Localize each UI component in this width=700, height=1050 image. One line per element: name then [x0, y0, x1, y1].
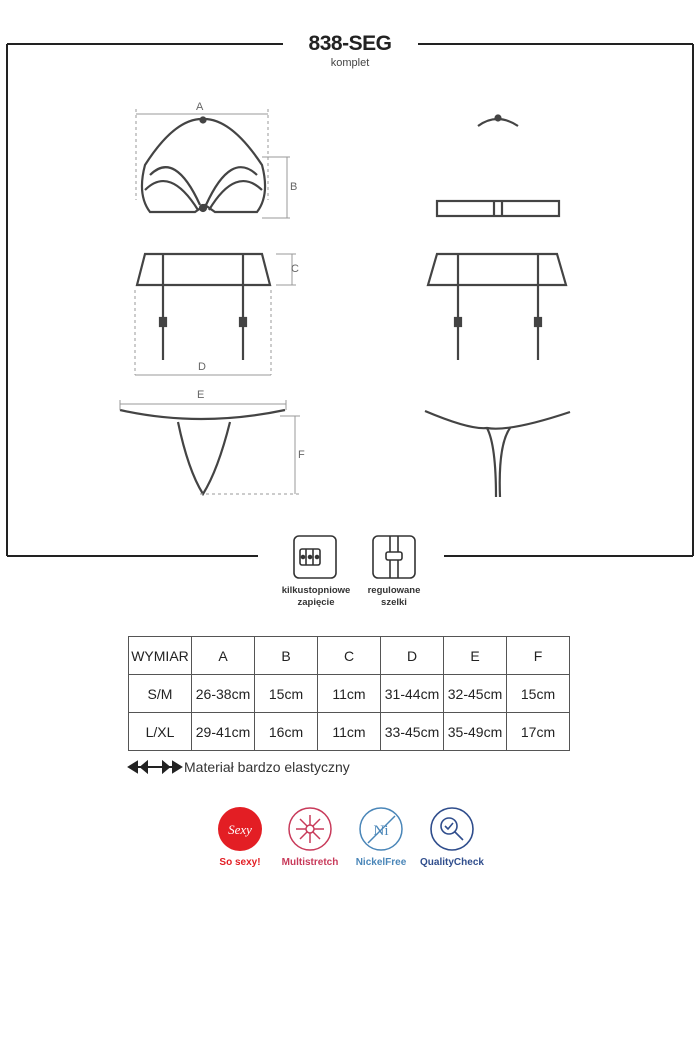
model-subtitle: komplet [330, 57, 370, 69]
table-cell: 33-45cm [381, 713, 444, 751]
table-cell: 29-41cm [192, 713, 255, 751]
table-row [129, 713, 570, 751]
model-title: 838-SEG [308, 32, 392, 55]
table-header-cell: F [507, 637, 570, 675]
table-cell: 15cm [255, 675, 318, 713]
svg-text:Ni: Ni [373, 823, 389, 839]
table-header-cell: A [192, 637, 255, 675]
elastic-arrows-icon [129, 762, 181, 772]
table-header-row [129, 637, 570, 675]
bra-front-drawing [142, 118, 265, 213]
table-cell: 26-38cm [192, 675, 255, 713]
table-cell: S/M [129, 675, 192, 713]
table-header-cell: WYMIAR [129, 637, 192, 675]
table-row [129, 675, 570, 713]
adjustable-straps-icon [373, 536, 415, 578]
thong-front-drawing [120, 410, 285, 494]
nickel-free-icon [360, 808, 402, 850]
dimension-label-c: C [291, 263, 299, 275]
table-cell: 31-44cm [381, 675, 444, 713]
quality-check-icon [431, 808, 473, 850]
multistretch-icon [289, 808, 331, 850]
garter-belt-front-drawing [137, 254, 270, 360]
table-header-cell: D [381, 637, 444, 675]
material-note: Materiał bardzo elastyczny [184, 759, 350, 775]
dimension-cd-lines [135, 254, 296, 375]
table-cell: 17cm [507, 713, 570, 751]
dimension-a-lines [136, 109, 290, 218]
table-cell: 16cm [255, 713, 318, 751]
table-cell: 35-49cm [444, 713, 507, 751]
svg-text:Sexy: Sexy [228, 822, 252, 837]
bra-back-drawing [437, 116, 559, 217]
dimension-label-d: D [198, 361, 206, 373]
table-cell: L/XL [129, 713, 192, 751]
badge-label-nickelfree: NickelFree [355, 857, 407, 868]
feature-straps-label: regulowane szelki [367, 585, 421, 608]
dimension-label-f: F [298, 449, 305, 461]
badge-label-qualitycheck: QualityCheck [420, 857, 484, 868]
table-header-cell: B [255, 637, 318, 675]
dimension-label-e: E [197, 389, 205, 401]
dimension-label-a: A [196, 101, 204, 113]
table-header-cell: C [318, 637, 381, 675]
table-cell: 32-45cm [444, 675, 507, 713]
badge-label-multistretch: Multistretch [281, 857, 339, 868]
sexy-icon [218, 807, 262, 851]
table-header-cell: E [444, 637, 507, 675]
badge-label-sexy: So sexy! [219, 857, 261, 868]
table-cell: 15cm [507, 675, 570, 713]
multi-step-clasp-icon [294, 536, 336, 578]
thong-back-drawing [425, 411, 570, 497]
dimension-label-b: B [290, 181, 298, 193]
table-cell: 11cm [318, 713, 381, 751]
size-table [128, 636, 570, 751]
feature-clasp-label: kilkustopniowe zapięcie [281, 585, 351, 608]
table-cell: 11cm [318, 675, 381, 713]
garter-belt-back-drawing [428, 254, 566, 360]
